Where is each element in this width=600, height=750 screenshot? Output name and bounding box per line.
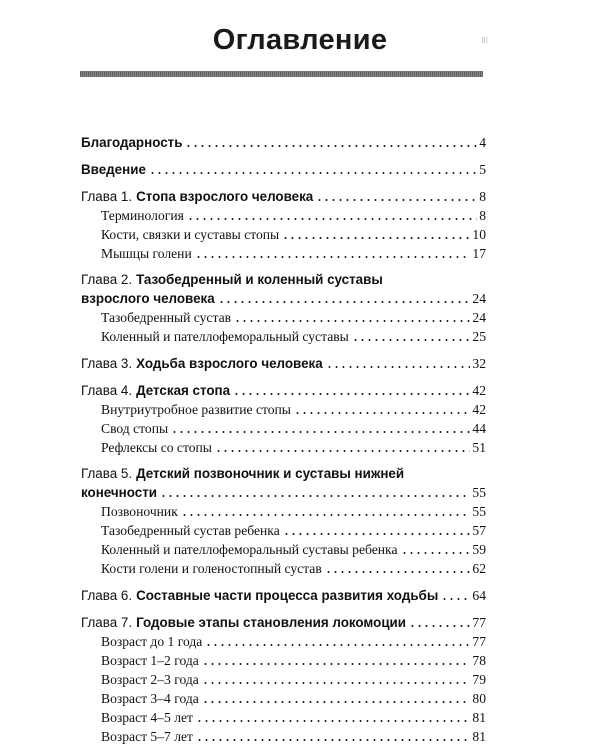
- toc-page-number: 59: [472, 542, 486, 557]
- toc-page-number: 10: [472, 227, 486, 242]
- toc-page-number: 17: [472, 246, 486, 261]
- leader-dots: [160, 495, 470, 497]
- title-rule: [80, 71, 483, 77]
- toc-chapter-5: [81, 465, 486, 483]
- leader-dots: [233, 393, 470, 395]
- toc-subentry: [81, 308, 486, 327]
- toc-subentry-title: Кости, связки и суставы стопы: [101, 227, 280, 242]
- leader-dots: [401, 552, 471, 554]
- toc-entry-acknowledgements: [81, 133, 486, 152]
- toc-chapter-5-continued: [81, 483, 486, 502]
- toc-subentry-title: Возраст 1–2 года: [101, 653, 199, 668]
- toc-chapter-7: [81, 613, 486, 632]
- toc-entry-title-continued: конечности: [81, 485, 158, 500]
- toc-page-number: 78: [472, 653, 486, 668]
- toc-subentry: [81, 727, 486, 746]
- toc-subentry-title: Кости голени и голеностопный сустав: [101, 561, 322, 576]
- toc-page-number: 55: [472, 485, 486, 500]
- chapter-prefix: Глава 6.: [81, 588, 133, 603]
- toc-entry-title: Стопа взрослого человека: [136, 189, 314, 204]
- toc-page-number: 8: [479, 189, 486, 204]
- leader-dots: [187, 218, 477, 220]
- toc-subentry-title: Внутриутробное развитие стопы: [101, 402, 291, 417]
- toc-page-number: 5: [479, 162, 486, 177]
- leader-dots: [205, 644, 470, 646]
- toc-page-number: 62: [472, 561, 486, 576]
- chapter-prefix: Глава 2.: [81, 272, 133, 287]
- toc-entry-title: Ходьба взрослого человека: [136, 356, 323, 371]
- toc-entry-title-continued: взрослого человека: [81, 291, 215, 306]
- toc-subentry: [81, 225, 486, 244]
- toc-page-number: 81: [472, 710, 486, 725]
- toc-subentry-title: Тазобедренный сустав ребенка: [101, 523, 280, 538]
- toc-chapter-4: [81, 381, 486, 400]
- toc-subentry-title: Возраст 4–5 лет: [101, 710, 193, 725]
- toc-entry-title: Тазобедренный и коленный суставы: [136, 272, 383, 287]
- toc-subentry-title: Возраст 5–7 лет: [101, 729, 193, 744]
- toc-chapter-3: [81, 354, 486, 373]
- chapter-prefix: Глава 3.: [81, 356, 133, 371]
- toc-page-number: 80: [472, 691, 486, 706]
- toc-page-number: 51: [472, 440, 486, 455]
- toc-subentry: [81, 540, 486, 559]
- leader-dots: [282, 237, 470, 239]
- toc-page-number: 42: [472, 383, 486, 398]
- leader-dots: [202, 701, 471, 703]
- leader-dots: [196, 739, 470, 741]
- toc-subentry: [81, 419, 486, 438]
- toc-subentry: [81, 438, 486, 457]
- toc-page-number: 42: [472, 402, 486, 417]
- toc-page-number: 77: [472, 634, 486, 649]
- toc-page-number: 77: [472, 615, 486, 630]
- leader-dots: [352, 339, 471, 341]
- leader-dots: [316, 199, 477, 201]
- toc-subentry-title: Мышцы голени: [101, 246, 192, 261]
- toc-page-number: 81: [472, 729, 486, 744]
- toc-entry-title: Введение: [81, 162, 146, 177]
- leader-dots: [218, 301, 471, 303]
- toc-subentry: [81, 244, 486, 263]
- toc-page-number: 4: [479, 135, 486, 150]
- toc-entry-introduction: [81, 160, 486, 179]
- toc-chapter-1: [81, 187, 486, 206]
- leader-dots: [215, 450, 470, 452]
- chapter-prefix: Глава 1.: [81, 189, 133, 204]
- toc-entry-title: Благодарность: [81, 135, 183, 150]
- toc-subentry: [81, 689, 486, 708]
- toc-subentry-title: Возраст 2–3 года: [101, 672, 199, 687]
- toc-subentry-title: Возраст 3–4 года: [101, 691, 199, 706]
- toc-subentry-title: Позвоночник: [101, 504, 178, 519]
- toc-chapter-6: [81, 586, 486, 605]
- page-folio: III: [481, 36, 488, 45]
- page-title: Оглавление: [212, 24, 388, 56]
- leader-dots: [195, 256, 471, 258]
- toc-subentry-title: Свод стопы: [101, 421, 169, 436]
- toc-chapter-2: [81, 271, 486, 289]
- toc-subentry: [81, 206, 486, 225]
- toc-subentry: [81, 559, 486, 578]
- toc-page-number: 64: [472, 588, 486, 603]
- toc-subentry-title: Коленный и пателлофеморальный суставы ребенка: [101, 542, 398, 557]
- toc-page-number: 57: [472, 523, 486, 538]
- toc-entry-title: Детская стопа: [136, 383, 231, 398]
- toc-subentry-title: Терминология: [101, 208, 184, 223]
- leader-dots: [171, 431, 470, 433]
- leader-dots: [441, 598, 470, 600]
- toc-subentry: [81, 327, 486, 346]
- toc-page-number: 25: [472, 329, 486, 344]
- leader-dots: [202, 682, 471, 684]
- toc-entry-title: Детский позвоночник и суставы нижней: [136, 466, 405, 481]
- leader-dots: [185, 145, 477, 147]
- leader-dots: [409, 625, 470, 627]
- toc-subentry: [81, 651, 486, 670]
- toc-subentry-title: Рефлексы со стопы: [101, 440, 212, 455]
- leader-dots: [202, 663, 471, 665]
- toc-entry-title: Составные части процесса развития ходьбы: [136, 588, 439, 603]
- leader-dots: [149, 172, 477, 174]
- chapter-prefix: Глава 5.: [81, 466, 133, 481]
- chapter-prefix: Глава 7.: [81, 615, 133, 630]
- leader-dots: [294, 412, 470, 414]
- toc-subentry: [81, 502, 486, 521]
- leader-dots: [196, 720, 470, 722]
- toc-page-number: 44: [472, 421, 486, 436]
- toc-chapter-2-continued: [81, 289, 486, 308]
- leader-dots: [234, 320, 470, 322]
- chapter-prefix: Глава 4.: [81, 383, 133, 398]
- leader-dots: [181, 514, 471, 516]
- toc-page-number: 32: [472, 356, 486, 371]
- toc-page-number: 55: [472, 504, 486, 519]
- toc-entry-title: Годовые этапы становления локомоции: [136, 615, 407, 630]
- toc-subentry: [81, 670, 486, 689]
- toc-page-number: 24: [472, 310, 486, 325]
- toc-subentry-title: Возраст до 1 года: [101, 634, 203, 649]
- toc-page-number: 8: [479, 208, 486, 223]
- leader-dots: [326, 366, 471, 368]
- leader-dots: [325, 571, 471, 573]
- toc-subentry: [81, 400, 486, 419]
- toc-subentry-title: Тазобедренный сустав: [101, 310, 232, 325]
- toc-subentry: [81, 521, 486, 540]
- leader-dots: [283, 533, 471, 535]
- table-of-contents: [81, 133, 486, 746]
- toc-subentry-title: Коленный и пателлофеморальный суставы: [101, 329, 349, 344]
- toc-subentry: [81, 632, 486, 651]
- toc-page-number: 79: [472, 672, 486, 687]
- toc-subentry: [81, 708, 486, 727]
- toc-page-number: 24: [472, 291, 486, 306]
